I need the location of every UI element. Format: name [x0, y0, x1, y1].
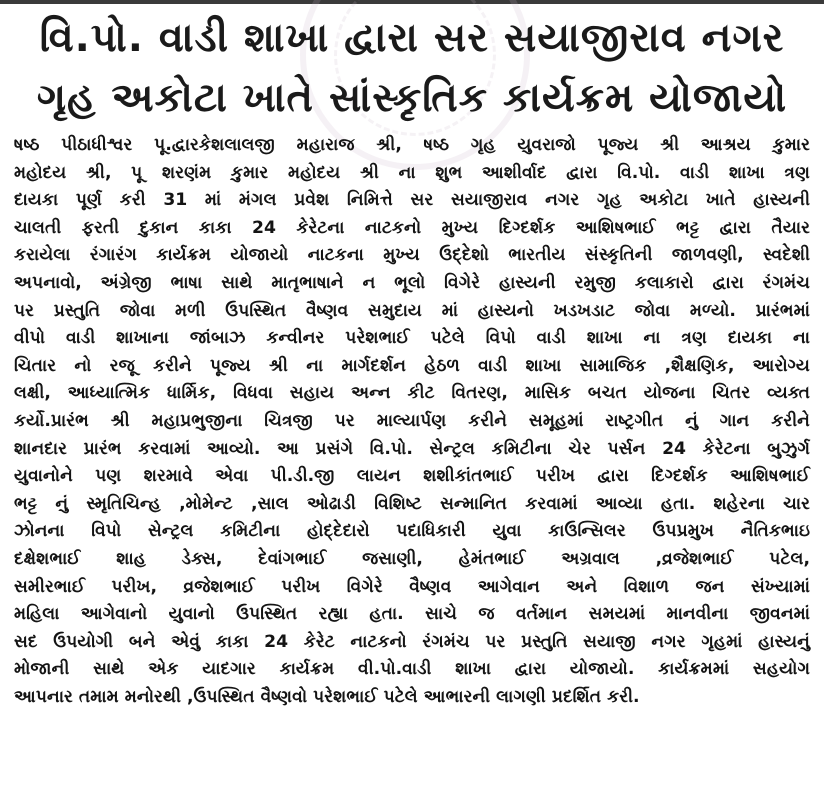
headline-line: વિ.પો. વાડી શાખા દ્વારા સર સયાજીરાવ નગર [39, 15, 785, 61]
article-line: કરાયેલા રંગારંગ કાર્યક્રમ યોજાયો નાટકના મુખ્ય ઉદ્દેશો ભારતીય સંસ્કૃતિની જાળવણી, સ્વદેશી [14, 245, 810, 266]
article-line: દક્ષેશભાઈ શાહ ડેક્સ, દેવાંગભાઈ જસાણી, હેમંતભાઈ અગ્રવાલ ,વ્રજેશભાઈ પટેલ, [14, 548, 810, 569]
article-line: ભટ્ટ નું સ્મૃતિચિન્હ ,મોમેન્ટ ,સાલ ઓઢાડી વિશિષ્ટ સન્માનિત કરવામાં આવ્યા હતા. શહેરના ચાર [14, 493, 810, 514]
article-line: મોજાની સાથે એક યાદગાર કાર્યક્રમ વી.પો.વાડી શાખા દ્વારા યોજાયો. કાર્યક્રમમાં સહયોગ [14, 659, 810, 680]
article-line: સદ ઉપયોગી બને એવું કાકા 24 કેરેટ નાટકનો રંગમંચ પર પ્રસ્તુતિ સયાજી નગર ગૃહમાં હાસ્યનું [14, 631, 810, 652]
article-line: આપનાર તમામ મનોરથી ,ઉપસ્થિત વૈષ્ણવો પરેશભાઈ પટેલે આભારની લાગણી પ્રદર્શિત કરી. [14, 686, 640, 707]
article-line: મહિલા આગેવાનો યુવાનો ઉપસ્થિત રહ્યા હતા. સાચે જ વર્તમાન સમયમાં માનવીના જીવનમાં [14, 604, 810, 625]
article-body [14, 132, 810, 711]
article-line: મહોદય શ્રી, પૂ શરણંમ કુમાર મહોદય શ્રી ના શુભ આશીર્વાદ દ્વારા વિ.પો. વાડી શાખા ત્રણ [14, 162, 810, 183]
article-line: ઝોનના વિપો સેન્ટ્રલ કમિટીના હોદ્દેદારો પદાધિકારી યુવા કાઉન્સિલર ઉપપ્રમુખ નૈતિકભાઇ [14, 521, 810, 542]
article-line: લક્ષી, આધ્યાત્મિક ધાર્મિક, વિધવા સહાય અન્ન કીટ વિતરણ, માસિક બચત યોજના ચિતર વ્યક્ત [14, 383, 810, 404]
article-line: સમીરભાઈ પરીખ, વ્રજેશભાઈ પરીખ વિગેરે વૈષ્ણવ આગેવાન અને વિશાળ જન સંખ્યામાં [14, 576, 810, 597]
article-line: ષષ્ઠ પીઠાધીશ્વર પૂ.દ્વારકેશલાલજી મહારાજ શ્રી, ષષ્ઠ ગૃહ યુવરાજો પૂજ્ય શ્રી આશ્રય કુમાર [14, 135, 810, 155]
headline-line: ગૃહ અકોટા ખાતે સાંસ્કૃતિક કાર્યક્રમ યોજાયો [36, 75, 788, 121]
article-line: ચિતાર નો રજૂ કરીને પૂજ્ય શ્રી ના માર્ગદર્શન હેઠળ વાડી શાખા સામાજિક ,શૈક્ષણિક, આરોગ્ય [14, 355, 810, 376]
article-line: પર પ્રસ્તુતિ જોવા મળી ઉપસ્થિત વૈષ્ણવ સમુદાય માં હાસ્યનો ખડખડાટ જોવા મળ્યો. પ્રારંભમાં [14, 300, 810, 321]
article-line: વીપો વાડી શાખાના જાંબાઝ કન્વીનર પરેશભાઈ પટેલે વિપો વાડી શાખા ના ત્રણ દાયકા ના [14, 328, 810, 349]
article-line: શાનદાર પ્રારંભ કરવામાં આવ્યો. આ પ્રસંગે વિ.પો. સેન્ટ્રલ કમિટીના ચેર પર્સન 24 કેરેટના બુઝુર્ગ [14, 438, 810, 459]
article-line: ચાલતી ફરતી દુકાન કાકા 24 કેરેટના નાટકનો મુખ્ય દિગ્દર્શક આશિષભાઈ ભટ્ટ દ્વારા તૈયાર [14, 217, 810, 238]
article-line: યુવાનોને પણ શરમાવે એવા પી.ડી.જી લાયન શશીકાંતભાઈ પરીખ દ્વારા દિગ્દર્શક આશિષભાઈ [14, 466, 810, 487]
article-line: દાયકા પૂર્ણ કરી 31 માં મંગલ પ્રવેશ નિમિત્તે સર સયાજીરાવ નગર ગૃહ અકોટા ખાતે હાસ્યની [14, 190, 810, 211]
article-line: કર્યો.પ્રારંભ શ્રી મહાપ્રભુજીના ચિત્રજી પર માલ્યાર્પણ કરીને સમૂહમાં રાષ્ટ્રગીત નું ગાન કરીને [14, 410, 810, 431]
headline [10, 8, 814, 128]
article-line: અપનાવો, અંગ્રેજી ભાષા સાથે માતૃભાષાને ન ભૂલો વિગેરે હાસ્યની રમુજી કલાકારો દ્વારા રંગમંચ [14, 272, 810, 293]
